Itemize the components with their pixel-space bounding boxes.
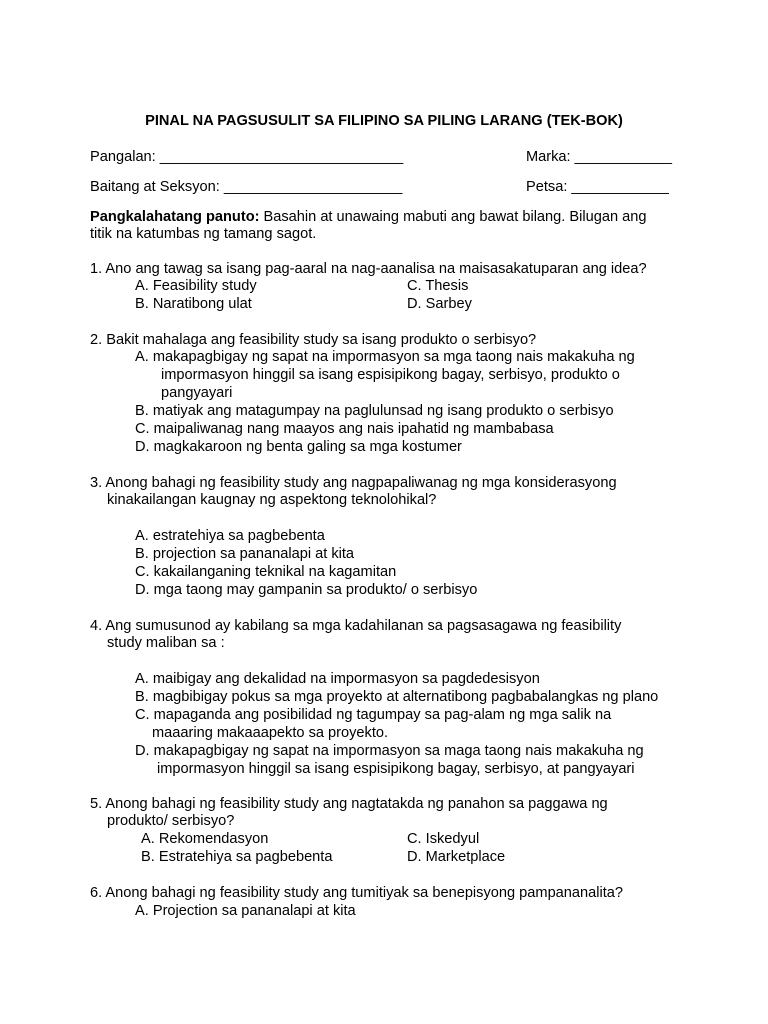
question-1-option-d: D. Sarbey (407, 296, 472, 312)
question-5-option-a: A. Rekomendasyon (141, 831, 269, 847)
question-3-option-b: B. projection sa pananalapi at kita (135, 546, 355, 562)
question-2-stem: 2. Bakit mahalaga ang feasibility study sa isang produkto o serbisyo? (90, 332, 537, 348)
question-6-option-a: A. Projection sa pananalapi at kita (135, 903, 356, 919)
instructions-text-2: titik na katumbas ng tamang sagot. (90, 226, 317, 242)
question-4-option-a: A. maibigay ang dekalidad na impormasyon sa pagdedesisyon (135, 671, 540, 687)
question-2-option-a-cont: pangyayari (161, 385, 233, 401)
question-1-stem: 1. Ano ang tawag sa isang pag-aaral na nag-aanalisa na maisasakatuparan ang idea? (90, 261, 647, 277)
score-field: Marka: ____________ (526, 149, 673, 165)
question-5-stem-cont: produkto/ serbisyo? (107, 813, 235, 829)
question-2-option-b: B. matiyak ang matagumpay na paglulunsad ng isang produkto o serbisyo (135, 403, 614, 419)
question-1-option-b: B. Naratibong ulat (135, 296, 252, 312)
question-2-option-a: A. makapagbigay ng sapat na impormasyon sa mga taong nais makakuha ng (135, 349, 635, 365)
question-4-option-c-cont: maaaring makaaapekto sa proyekto. (152, 725, 389, 741)
question-2-option-a-cont: impormasyon hinggil sa isang espisipikong bagay, serbisyo, produkto o (161, 367, 620, 383)
instructions-text: Basahin at unawaing mabuti ang bawat bilang. Bilugan ang (259, 209, 647, 225)
exam-title: PINAL NA PAGSUSULIT SA FILIPINO SA PILING LARANG (TEK-BOK) (145, 113, 623, 129)
grade-section-field: Baitang at Seksyon: ______________________ (90, 179, 403, 195)
instructions (90, 208, 646, 226)
question-3-stem: 3. Anong bahagi ng feasibility study ang nagpapaliwanag ng mga konsiderasyong (90, 475, 617, 491)
question-3-option-a: A. estratehiya sa pagbebenta (135, 528, 325, 544)
question-3-option-d: D. mga taong may gampanin sa produkto/ o serbisyo (135, 582, 478, 598)
date-field: Petsa: ____________ (526, 179, 669, 195)
question-1-option-a: A. Feasibility study (135, 278, 257, 294)
question-4-option-b: B. magbibigay pokus sa mga proyekto at alternatibong pagbabalangkas ng plano (135, 689, 659, 705)
name-field: Pangalan: ______________________________ (90, 149, 404, 165)
question-4-option-c: C. mapaganda ang posibilidad ng tagumpay sa pag-alam ng mga salik na (135, 707, 612, 723)
question-5-option-b: B. Estratehiya sa pagbebenta (141, 849, 333, 865)
question-2-option-d: D. magkakaroon ng benta galing sa mga kostumer (135, 439, 462, 455)
question-4-stem: 4. Ang sumusunod ay kabilang sa mga kadahilanan sa pagsasagawa ng feasibility (90, 618, 622, 634)
question-2-option-c: C. maipaliwanag nang maayos ang nais ipahatid ng mambabasa (135, 421, 554, 437)
question-5-option-d: D. Marketplace (407, 849, 506, 865)
question-5-stem: 5. Anong bahagi ng feasibility study ang nagtatakda ng panahon sa paggawa ng (90, 796, 608, 812)
question-5-option-c: C. Iskedyul (407, 831, 480, 847)
question-4-option-d: D. makapagbigay ng sapat na impormasyon sa maga taong nais makakuha ng (135, 743, 644, 759)
question-6-stem: 6. Anong bahagi ng feasibility study ang tumitiyak sa benepisyong pampananalita? (90, 885, 624, 901)
question-3-stem-cont: kinakailangan kaugnay ng aspektong teknolohikal? (107, 492, 437, 508)
question-4-stem-cont: study maliban sa : (107, 635, 225, 651)
question-3-option-c: C. kakailanganing teknikal na kagamitan (135, 564, 397, 580)
instructions-label: Pangkalahatang panuto: (90, 209, 260, 225)
question-1-option-c: C. Thesis (407, 278, 469, 294)
question-4-option-d-cont: impormasyon hinggil sa isang espisipikong bagay, serbisyo, at pangyayari (157, 761, 635, 777)
